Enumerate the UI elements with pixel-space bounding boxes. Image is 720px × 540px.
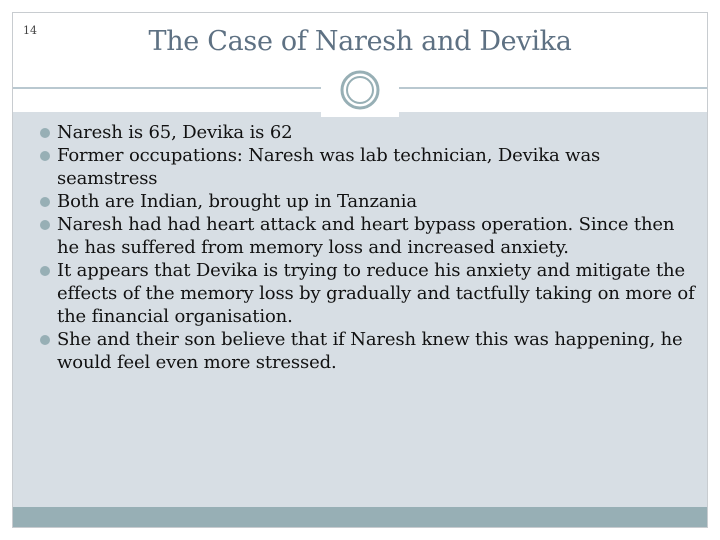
bullet-item (40, 213, 700, 259)
bullet-text: It appears that Devika is trying to reduce his anxiety and mitigate the effects of the memory loss by gradually and tactfully taking on more of the financial organisation. (57, 260, 695, 327)
bullet-dot-icon (40, 151, 50, 161)
bullet-item (40, 190, 700, 213)
bullet-dot-icon (40, 128, 50, 138)
bullet-text: Naresh is 65, Devika is 62 (57, 122, 293, 143)
bullet-text: Naresh had had heart attack and heart bypass operation. Since then he has suffered from memory loss and increased anxiety. (57, 214, 675, 258)
slide-number: 14 (23, 24, 37, 37)
bullet-item (40, 259, 700, 328)
bullet-list (40, 121, 700, 374)
bullet-dot-icon (40, 266, 50, 276)
slide-title: The Case of Naresh and Devika (148, 26, 572, 57)
bullet-item (40, 144, 700, 190)
bullet-text: Both are Indian, brought up in Tanzania (57, 191, 417, 212)
bullet-item (40, 121, 700, 144)
bullet-text: She and their son believe that if Naresh knew this was happening, he would feel even more stressed. (57, 329, 683, 373)
bullet-item (40, 328, 700, 374)
bullet-text: Former occupations: Naresh was lab technician, Devika was seamstress (57, 145, 601, 189)
circle-ornament-icon (339, 69, 381, 111)
bullet-dot-icon (40, 197, 50, 207)
bottom-accent-bar (13, 507, 707, 527)
bullet-dot-icon (40, 220, 50, 230)
bullet-dot-icon (40, 335, 50, 345)
